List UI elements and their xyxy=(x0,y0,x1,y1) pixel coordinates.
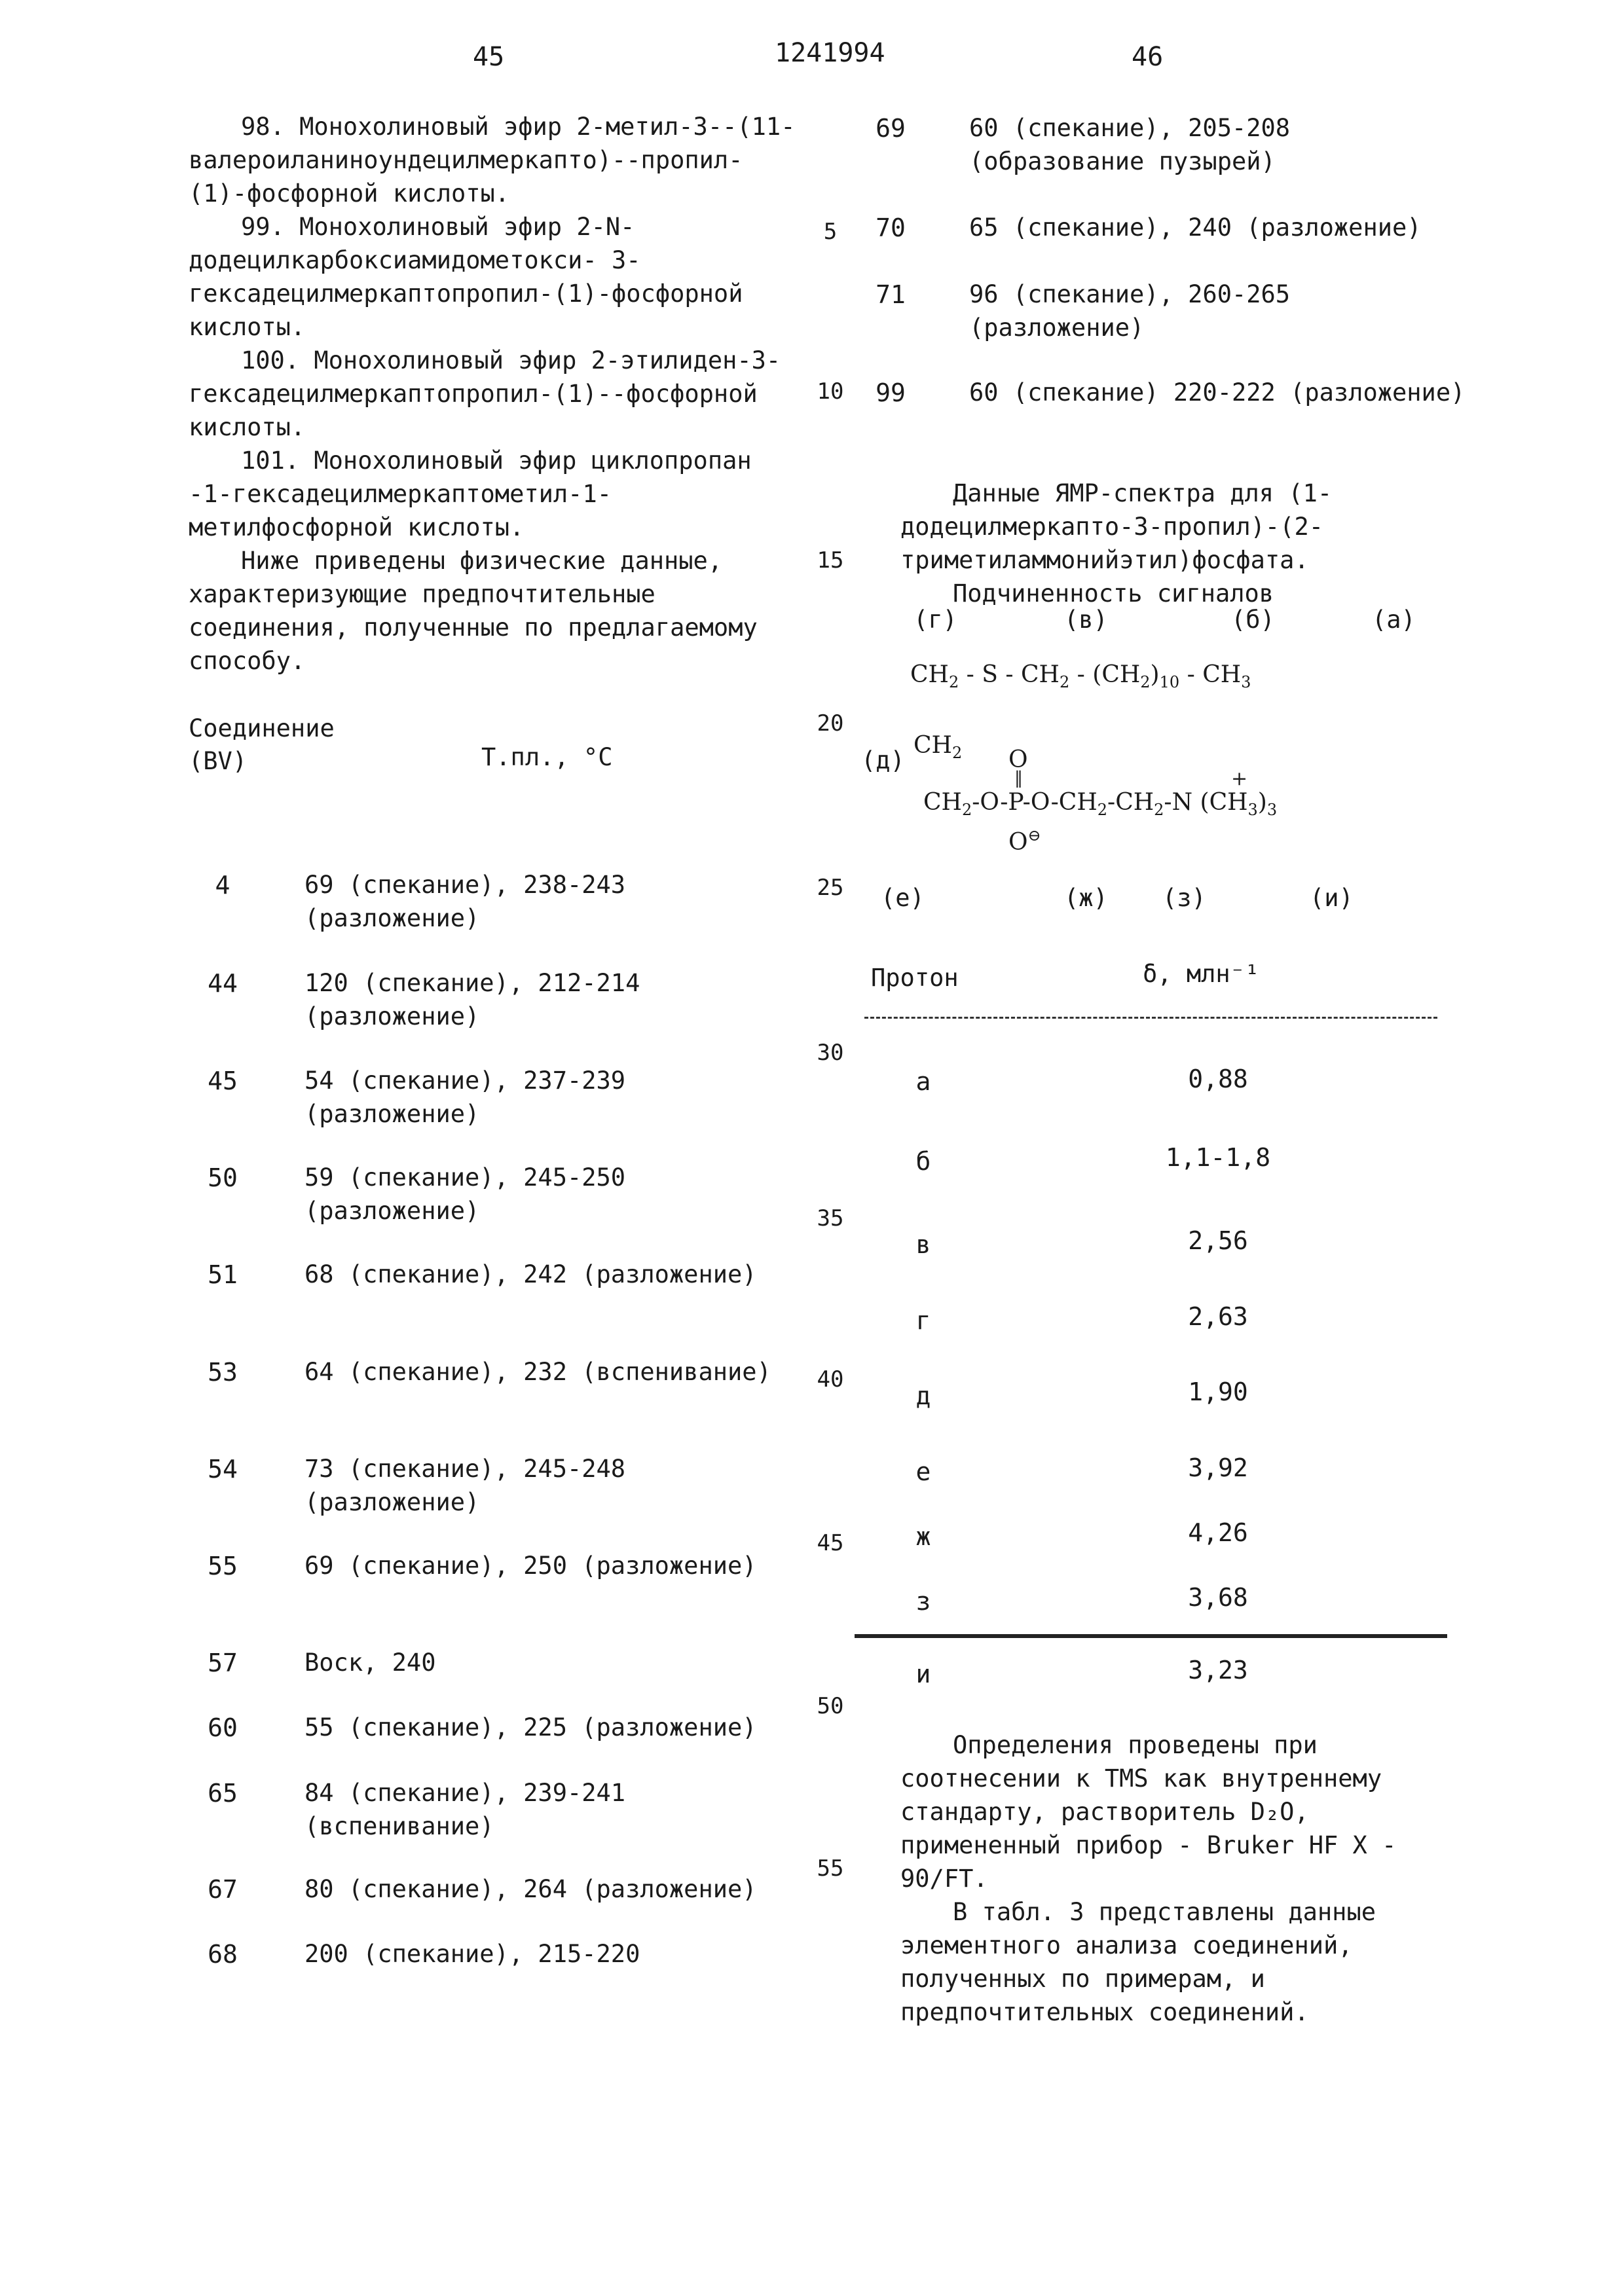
line-number: 20 xyxy=(817,710,844,737)
label-d: (д) xyxy=(861,746,905,774)
line-number: 10 xyxy=(817,378,844,405)
table-row-value: 69 (спекание), 250 (разложение) xyxy=(304,1552,757,1580)
formula-phosphate: $CH_2-O-P-O-CH_2-CH_2-N$ $(CH_3)_3$ xyxy=(923,789,1278,819)
table-row-shift: 4,26 xyxy=(1188,1518,1248,1547)
nmr-conditions-note: Определения проведены при соотнесении к TMS как внутреннему стандарту, растворитель D₂O, примененный прибор - Bruker HF X - 90/FT. xyxy=(900,1731,1397,1893)
table-row-compound: 4 xyxy=(215,871,231,900)
table-row-shift: 3,68 xyxy=(1188,1583,1248,1612)
label-b: (б) xyxy=(1231,606,1275,634)
table-row-value: 96 (спекание), 260-265 (разложение) xyxy=(969,280,1291,342)
page-number-left: 45 xyxy=(473,42,505,72)
formula-ch-branch: $CH_2$ xyxy=(913,732,963,762)
table-row-compound: 55 xyxy=(208,1552,238,1580)
col-header-compound: Соединение (BV) xyxy=(189,714,335,775)
table-row-value: 54 (спекание), 237-239 (разложение) xyxy=(304,1066,626,1128)
line-number: 5 xyxy=(823,219,838,245)
label-z: (з) xyxy=(1162,884,1206,912)
formula-chain: $CH_2$ - S - $CH_2 - (CH_2)_{10} - CH_3$ xyxy=(910,661,1251,691)
table-row-value: 73 (спекание), 245-248 (разложение) xyxy=(304,1455,626,1516)
table-row-compound: 60 xyxy=(208,1713,238,1742)
table-row-proton: б xyxy=(915,1147,931,1176)
table-row-compound: 65 xyxy=(208,1779,238,1808)
line-number: 40 xyxy=(817,1366,844,1393)
table-row-value: 59 (спекание), 245-250 (разложение) xyxy=(304,1163,626,1225)
table-row-compound: 70 xyxy=(876,213,906,242)
table-row-shift: 2,63 xyxy=(1188,1302,1248,1331)
compound-98: 98. Монохолиновый эфир 2-метил-3--(11-валероиланиноундецилмеркапто)--пропил-(1)-фосфорной кислоты. xyxy=(189,113,796,208)
table-divider xyxy=(855,1634,1447,1638)
signals-label: Подчиненность сигналов xyxy=(953,579,1274,608)
table-row-value: 68 (спекание), 242 (разложение) xyxy=(304,1260,757,1288)
line-number: 25 xyxy=(817,875,844,901)
table-row-compound: 68 xyxy=(208,1940,238,1969)
table-row-proton: и xyxy=(915,1660,931,1688)
line-number: 50 xyxy=(817,1693,844,1719)
nmr-block xyxy=(900,477,1477,610)
table-row-compound: 50 xyxy=(208,1163,238,1192)
table-row-value: 200 (спекание), 215-220 xyxy=(304,1940,640,1968)
table-row-proton: з xyxy=(915,1587,931,1616)
table-row-value: 80 (спекание), 264 (разложение) xyxy=(304,1875,757,1903)
line-number: 45 xyxy=(817,1530,844,1556)
col-header-melting-point: Т.пл., °С xyxy=(481,743,613,771)
table-divider xyxy=(864,1017,1437,1019)
table-row-proton: д xyxy=(915,1381,931,1410)
formula-anionic-oxygen: O⊖ xyxy=(1008,826,1041,856)
table-row-shift: 1,1-1,8 xyxy=(1165,1143,1271,1172)
table-row-shift: 3,23 xyxy=(1188,1656,1248,1685)
table-row-value: 120 (спекание), 212-214 (разложение) xyxy=(304,969,640,1030)
table-row-compound: 45 xyxy=(208,1066,238,1095)
label-v: (в) xyxy=(1064,606,1108,634)
table-row-proton: е xyxy=(915,1457,931,1486)
label-a: (а) xyxy=(1372,606,1416,634)
line-number: 55 xyxy=(817,1855,844,1882)
table-row-value: 64 (спекание), 232 (вспенивание) xyxy=(304,1358,771,1386)
line-number: 35 xyxy=(817,1205,844,1231)
label-e: (е) xyxy=(881,884,925,912)
table-row-value: 60 (спекание) 220-222 (разложение) xyxy=(969,378,1466,407)
table-row-value: Воск, 240 xyxy=(304,1649,436,1677)
table-row-shift: 3,92 xyxy=(1188,1453,1248,1482)
table-row-compound: 44 xyxy=(208,969,238,998)
physical-data-intro: Ниже приведены физические данные, характеризующие предпочтительные соединения, полученные по предлагаемому способу. xyxy=(189,547,758,675)
table-row-compound: 51 xyxy=(208,1260,238,1289)
compound-99: 99. Монохолиновый эфир 2-N-додецилкарбоксиамидометокси- 3-гексадецилмеркаптопропил-(1)-фосфорной кислоты. xyxy=(189,213,743,341)
table-row-compound: 54 xyxy=(208,1455,238,1484)
table-row-compound: 67 xyxy=(208,1875,238,1904)
table-row-proton: а xyxy=(915,1067,931,1096)
label-i: (и) xyxy=(1310,884,1354,912)
table-row-value: 55 (спекание), 225 (разложение) xyxy=(304,1713,757,1741)
table-row-compound: 99 xyxy=(876,378,906,407)
label-g: (г) xyxy=(913,606,957,634)
compound-100: 100. Монохолиновый эфир 2-этилиден-3-гексадецилмеркаптопропил-(1)--фосфорной кислоты. xyxy=(189,346,781,441)
table-row-shift: 2,56 xyxy=(1188,1226,1248,1255)
left-compounds-block xyxy=(189,110,798,678)
table3-reference-note: В табл. 3 представлены данные элементного анализа соединений, полученных по примерам, и предпочтительных соединений. xyxy=(900,1898,1376,2026)
table-row-proton: в xyxy=(915,1230,931,1259)
formula-plus-charge: + xyxy=(1231,767,1248,790)
table-row-value: 69 (спекание), 238-243 (разложение) xyxy=(304,871,626,932)
table-row-shift: 1,90 xyxy=(1188,1377,1248,1406)
page-number-right: 46 xyxy=(1132,42,1164,72)
table-row-value: 65 (спекание), 240 (разложение) xyxy=(969,213,1422,242)
patent-number: 1241994 xyxy=(775,38,885,68)
label-zh: (ж) xyxy=(1064,884,1108,912)
compound-101: 101. Монохолиновый эфир циклопропан -1-гексадецилмеркаптометил-1-метилфосфорной кислоты. xyxy=(189,446,752,541)
nmr-intro: Данные ЯМР-спектра для (1-додецилмеркапто-3-пропил)-(2-триметиламмонийэтил)фосфата. xyxy=(900,479,1333,574)
table-row-compound: 69 xyxy=(876,114,906,143)
formula-carbonyl-oxygen: O xyxy=(1008,746,1028,773)
notes-block xyxy=(900,1728,1477,2029)
line-number: 30 xyxy=(817,1040,844,1066)
table-row-shift: 0,88 xyxy=(1188,1065,1248,1093)
table-row-value: 60 (спекание), 205-208 (образование пузырей) xyxy=(969,114,1291,175)
col-header-shift: δ, млн⁻¹ xyxy=(1143,960,1260,988)
table-row-proton: ж xyxy=(915,1522,931,1551)
line-number: 15 xyxy=(817,547,844,574)
table-row-compound: 53 xyxy=(208,1358,238,1387)
table-row-compound: 57 xyxy=(208,1649,238,1677)
table-row-proton: г xyxy=(915,1306,931,1335)
table-row-value: 84 (спекание), 239-241 (вспенивание) xyxy=(304,1779,626,1840)
formula-double-bond: ‖ xyxy=(1014,769,1023,788)
col-header-proton: Протон xyxy=(871,964,959,992)
table-row-compound: 71 xyxy=(876,280,906,309)
